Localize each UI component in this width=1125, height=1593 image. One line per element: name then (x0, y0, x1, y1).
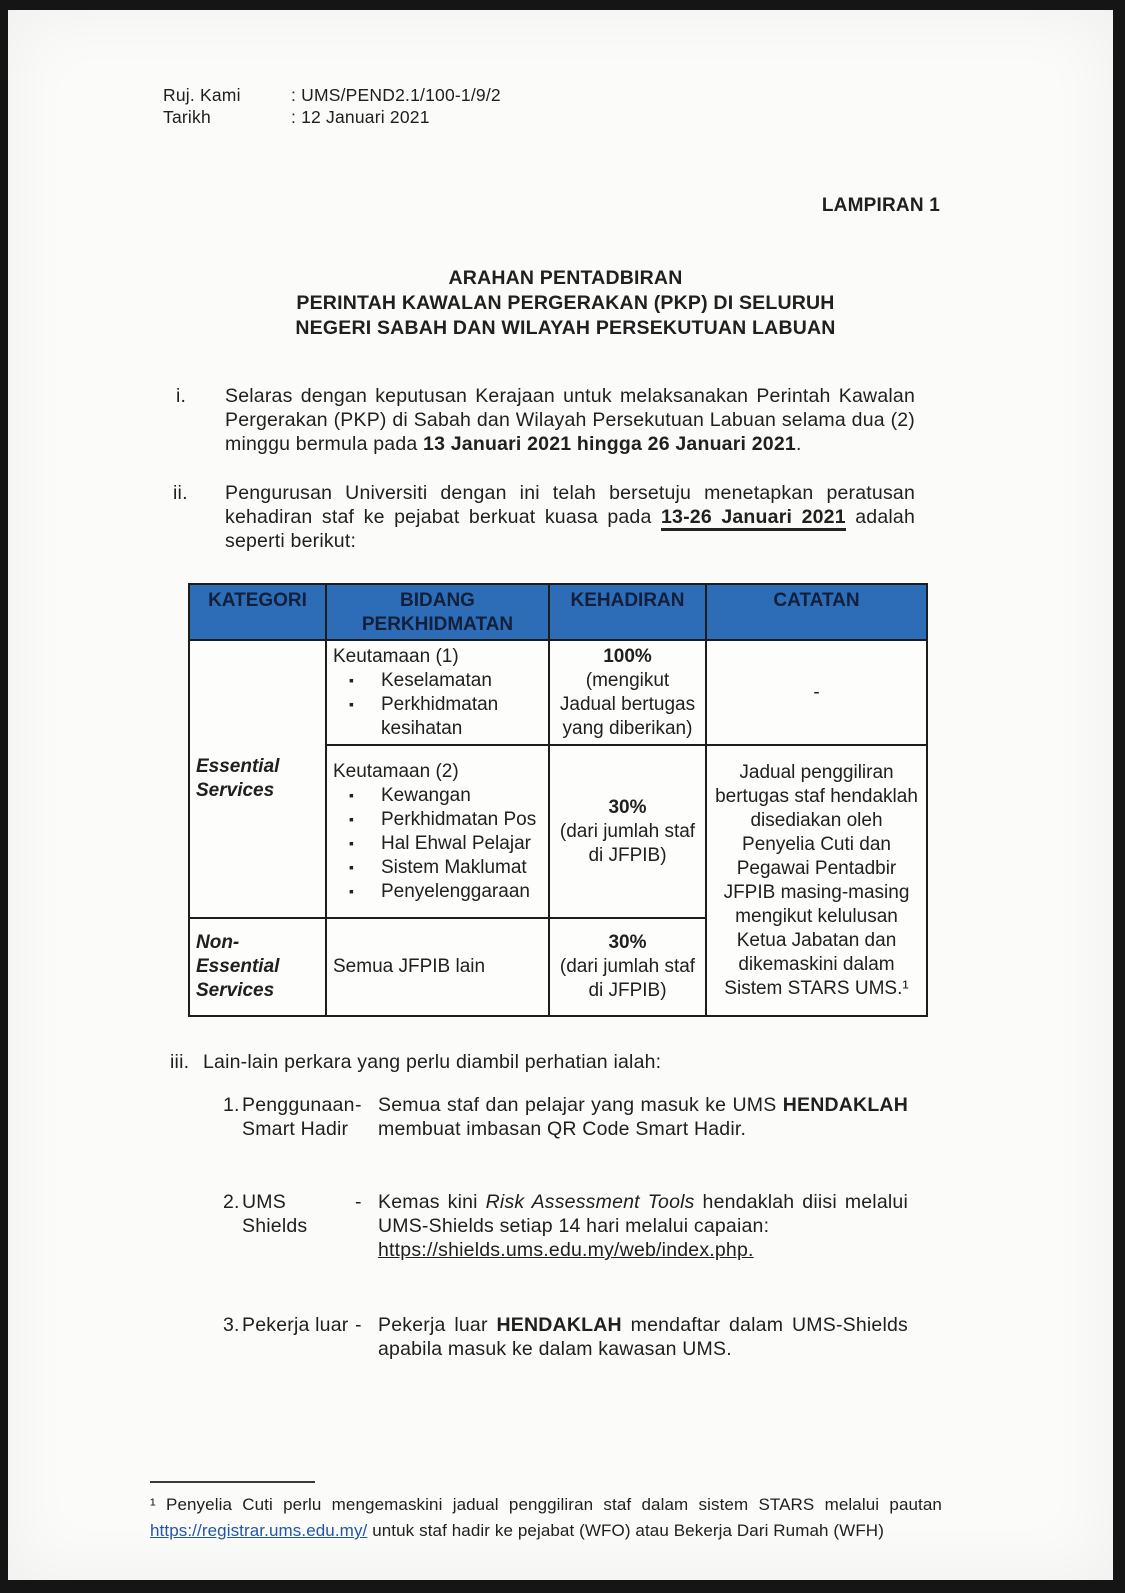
list-item-smart-hadir (223, 1093, 915, 1141)
list-item-text: Sistem Maklumat (381, 856, 527, 878)
title-line-1: ARAHAN PENTADBIRAN (448, 267, 683, 289)
bullet-icon: ▪ (349, 834, 354, 851)
date-value: : 12 Januari 2021 (291, 107, 430, 127)
ref-value: : UMS/PEND2.1/100-1/9/2 (291, 85, 501, 105)
table-row-keutamaan-1 (189, 640, 927, 745)
header-kategori: KATEGORI (189, 584, 326, 640)
item-1-description (378, 1093, 908, 1141)
non-essential-services-label: Non-Essential Services (196, 932, 280, 1001)
kehadiran-percent: 100% (603, 645, 652, 667)
item-2-italic: Risk Assessment Tools (485, 1191, 695, 1213)
cell-catatan-dash: - (706, 640, 927, 745)
item-2-pre: Kemas kini (378, 1191, 486, 1213)
footnote-pre: Penyelia Cuti perlu mengemaskini jadual penggiliran staf dalam sistem STARS melalui pautan (155, 1495, 942, 1514)
keutamaan-2-title: Keutamaan (2) (333, 760, 459, 782)
cell-bidang-keutamaan-2 (326, 745, 549, 918)
list-item-text: Kewangan (381, 784, 471, 806)
header-bidang: BIDANG PERKHIDMATAN (326, 584, 549, 640)
table-header-row (189, 584, 927, 640)
bullet-icon: ▪ (349, 882, 354, 899)
cell-bidang-keutamaan-1 (326, 640, 549, 745)
list-item (333, 832, 542, 856)
list-item (333, 784, 542, 808)
lampiran-label: LAMPIRAN 1 (821, 195, 940, 216)
date-label: Tarikh (163, 107, 211, 127)
list-item-text: Perkhidmatan Pos (381, 808, 537, 830)
title-line-2: PERINTAH KAWALAN PERGERAKAN (PKP) DI SELURUH (296, 292, 835, 314)
bullet-icon: ▪ (349, 695, 354, 712)
item-3-bold: HENDAKLAH (496, 1314, 622, 1336)
ref-label: Ruj. Kami (163, 85, 241, 105)
item-3-number: 3. (223, 1314, 240, 1336)
footnote-marker: ¹ (150, 1495, 156, 1514)
title-line-3: NEGERI SABAH DAN WILAYAH PERSEKUTUAN LABUAN (295, 317, 836, 339)
item-3-description (378, 1313, 908, 1361)
paragraph-ii-underlined-dates: 13-26 Januari 2021 (661, 506, 846, 531)
item-2-post: hendaklah diisi melalui UMS-Shields setiap 14 hari melalui capaian: (378, 1191, 908, 1237)
list-item-pekerja-luar (223, 1313, 915, 1361)
paragraph-ii-number: ii. (173, 482, 188, 504)
keutamaan-2-list (333, 784, 542, 904)
attendance-table-grid (188, 583, 928, 1017)
document-page (8, 10, 1113, 1580)
cell-kehadiran-100 (549, 640, 706, 745)
footnote-post: untuk staf hadir ke pejabat (WFO) atau Bekerja Dari Rumah (WFH) (367, 1521, 884, 1540)
list-item-text: Perkhidmatan kesihatan (381, 693, 499, 739)
paragraph-ii-post: adalah seperti berikut: (225, 506, 915, 552)
bullet-icon: ▪ (349, 671, 354, 688)
footnote-divider (150, 1481, 315, 1483)
keutamaan-1-list (333, 669, 542, 741)
footnote (150, 1492, 942, 1544)
bullet-icon: ▪ (349, 786, 354, 803)
registrar-url-link[interactable]: https://registrar.ums.edu.my/ (150, 1521, 368, 1540)
paragraph-ii-text (225, 481, 915, 553)
paragraph-i-bold-dates: 13 Januari 2021 hingga 26 Januari 2021 (423, 433, 796, 455)
item-1-dash: - (355, 1094, 362, 1116)
list-item-text: Penyelenggaraan (381, 880, 530, 902)
cell-kategori-non-essential (189, 918, 326, 1016)
paragraph-ii (173, 481, 915, 553)
paragraph-i-pre: Selaras dengan keputusan Kerajaan untuk melaksanakan Perintah Kawalan Pergerakan (PKP) di Sabah dan Wilayah Persekutuan Labuan selama dua (2) minggu bermula pada (225, 385, 915, 455)
item-2-description (378, 1190, 908, 1262)
item-1-post: membuat imbasan QR Code Smart Hadir. (378, 1118, 747, 1140)
item-3-pre: Pekerja luar (378, 1314, 497, 1336)
item-3-post: mendaftar dalam UMS-Shields apabila masuk ke dalam kawasan UMS. (378, 1314, 908, 1360)
bullet-icon: ▪ (349, 810, 354, 827)
item-1-number: 1. (223, 1094, 240, 1116)
page-title (213, 266, 918, 341)
list-item-ums-shields (223, 1190, 915, 1262)
kehadiran-note: (dari jumlah staf di JFPIB) (559, 956, 696, 1001)
list-item-text: Hal Ehwal Pelajar (381, 832, 531, 854)
list-item-text: Keselamatan (381, 669, 492, 691)
list-item (333, 856, 542, 880)
kehadiran-note: (dari jumlah staf di JFPIB) (559, 820, 696, 866)
kehadiran-note: (mengikut Jadual bertugas yang diberikan) (559, 669, 696, 739)
cell-catatan-span: Jadual penggiliran bertugas staf hendaklah disediakan oleh Penyelia Cuti dan Pegawai Pentadbir JFPIB masing-masing mengikut kelulusan Ketua Jabatan dan dikemaskini dalam Sistem STARS UMS.¹ (706, 745, 927, 1016)
list-item (333, 693, 542, 741)
keutamaan-1-title: Keutamaan (1) (333, 645, 459, 667)
paragraph-i-text (225, 384, 915, 456)
reference-row (163, 84, 501, 106)
attendance-table (188, 583, 928, 1017)
cell-kehadiran-30-non-essential (549, 918, 706, 1016)
paragraph-ii-pre: Pengurusan Universiti dengan ini telah bersetuju menetapkan peratusan kehadiran staf ke pejabat berkuat kuasa pada (225, 482, 915, 528)
kehadiran-percent: 30% (608, 796, 647, 818)
list-item (333, 808, 542, 832)
item-3-dash: - (355, 1314, 362, 1336)
list-item (333, 669, 542, 693)
kehadiran-percent: 30% (608, 932, 647, 953)
paragraph-iii-text: Lain-lain perkara yang perlu diambil perhatian ialah: (203, 1051, 662, 1073)
item-1-label: Penggunaan Smart Hadir (242, 1094, 355, 1140)
item-2-number: 2. (223, 1191, 240, 1213)
cell-kehadiran-30-essential (549, 745, 706, 918)
header-catatan: CATATAN (706, 584, 927, 640)
item-2-label: UMS Shields (242, 1191, 308, 1237)
reference-block (163, 84, 501, 128)
paragraph-i-post: . (795, 433, 802, 455)
item-3-label: Pekerja luar (242, 1314, 349, 1336)
paragraph-i (176, 384, 915, 456)
essential-services-label: Essential Services (196, 756, 280, 801)
date-row (163, 106, 501, 128)
item-1-pre: Semua staf dan pelajar yang masuk ke UMS (378, 1094, 783, 1116)
paragraph-i-number: i. (176, 385, 187, 407)
bullet-icon: ▪ (349, 858, 354, 875)
item-2-dash: - (355, 1191, 362, 1213)
shields-url-link[interactable]: https://shields.ums.edu.my/web/index.php. (378, 1239, 754, 1261)
list-item (333, 880, 542, 904)
cell-kategori-essential (189, 640, 326, 918)
paragraph-iii-number: iii. (170, 1051, 190, 1073)
cell-bidang-semua-jfpib: Semua JFPIB lain (326, 918, 549, 1016)
header-kehadiran: KEHADIRAN (549, 584, 706, 640)
paragraph-iii (170, 1050, 915, 1074)
item-1-bold: HENDAKLAH (782, 1094, 908, 1116)
